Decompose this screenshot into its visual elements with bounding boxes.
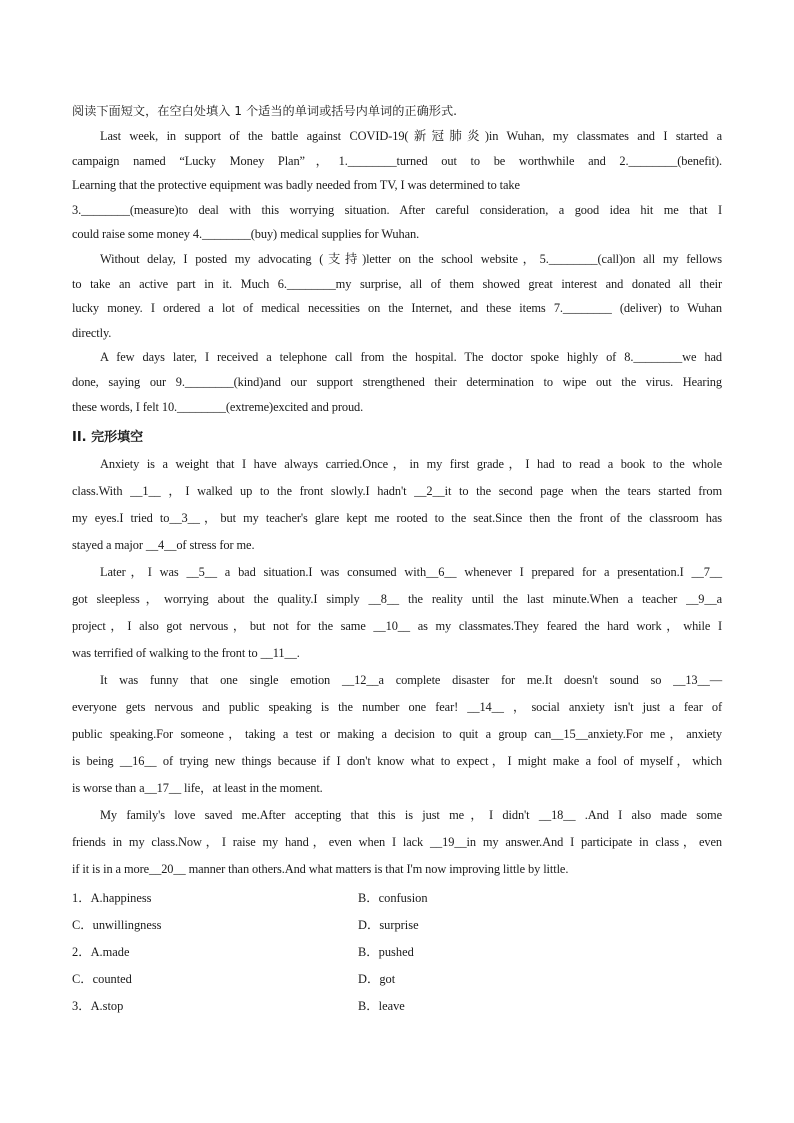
passage-line: to take an active part in it. Much 6.________my surprise, all of them showed great interest and donated all their [72, 276, 722, 291]
passage-line: A few days later, I received a telephone call from the hospital. The doctor spoke highly of 8.________we had [100, 350, 722, 365]
passage-line: if it is in a more__20__ manner than others.And what matters is that I'm now improving little by little. [72, 862, 569, 877]
passage-line: Without delay, I posted my advocating (支持)letter on the school website，5.________(call)on all my fellows [100, 251, 722, 266]
passage-line: Learning that the protective equipment was badly needed from TV, I was determined to take [72, 178, 520, 193]
passage-line: my eyes.I tried to__3__，but my teacher's glare kept me rooted to the seat.Since then the front of the classroom has [72, 511, 722, 526]
passage-line: Anxiety is a weight that I have always carried.Once，in my first grade，I had to read a book to the whole [100, 457, 722, 472]
option-item: D．surprise [358, 918, 419, 933]
passage-line: was terrified of walking to the front to __11__. [72, 646, 300, 661]
section2-heading: II. 完形填空 [72, 430, 144, 446]
option-row [72, 939, 722, 966]
passage-line: Last week, in support of the battle against COVID-19(新冠肺炎)in Wuhan, my classmates and I started a [100, 129, 722, 143]
passage-line: My family's love saved me.After accepting that this is just me，I didn't __18__ .And I also made some [100, 808, 722, 823]
passage-line: stayed a major __4__of stress for me. [72, 538, 255, 553]
option-item: B．leave [358, 999, 405, 1014]
passage-line: public speaking.For someone，taking a test or making a decision to quit a group can__15__anxiety.For me，anxiety [72, 727, 722, 742]
option-item: C．unwillingness [72, 918, 162, 933]
option-item: 1．A.happiness [72, 891, 152, 906]
option-item: B．confusion [358, 891, 428, 906]
passage-line: friends in my class.Now，I raise my hand，even when I lack __19__in my answer.And I participate in class，even [72, 835, 722, 850]
section1-passage [72, 124, 722, 419]
option-item: B．pushed [358, 945, 414, 960]
option-row [72, 885, 722, 912]
passage-line: directly. [72, 325, 112, 340]
passage-line: is being __16__ of trying new things because if I don't know what to expect，I might make a fool of myself，which [72, 754, 722, 769]
passage-line: these words, I felt 10.________(extreme)excited and proud. [72, 399, 364, 414]
passage-line: lucky money. I ordered a lot of medical necessities on the Internet, and these items 7.________ (deliver) to Wuhan [72, 301, 722, 316]
passage-line: everyone gets nervous and public speaking is the number one fear! __14__ ，social anxiety isn't just a fear of [72, 700, 722, 715]
passage-line: class.With __1__ ，I walked up to the front slowly.I hadn't __2__it to the second page when the tears started from [72, 484, 722, 499]
passage-line: project，I also got nervous，but not for the same __10__ as my classmates.They feared the hard work，while I [72, 619, 722, 634]
passage-line: It was funny that one single emotion __12__a complete disaster for me.It doesn't sound so __13__— [100, 673, 722, 688]
passage-line: got sleepless，worrying about the quality.I simply __8__ the reality until the last minute.When a teacher __9__a [72, 592, 722, 607]
option-item: C．counted [72, 972, 132, 987]
passage-line: done, saying our 9.________(kind)and our support strengthened their determination to wipe out the virus. Hearing [72, 374, 722, 389]
option-row [72, 993, 722, 1020]
option-item: D．got [358, 972, 396, 987]
passage-line: 3.________(measure)to deal with this worrying situation. After careful consideration, a good idea hit me that I [72, 202, 722, 217]
passage-line: Later，I was __5__ a bad situation.I was consumed with__6__ whenever I prepared for a presentation.I __7__ [100, 565, 722, 580]
passage-line: could raise some money 4.________(buy) medical supplies for Wuhan. [72, 227, 420, 242]
section2-passage [72, 451, 722, 883]
document-content [72, 98, 722, 1020]
option-item: 2．A.made [72, 945, 130, 960]
answer-options [72, 885, 722, 1020]
option-item: 3．A.stop [72, 999, 124, 1014]
option-row [72, 966, 722, 993]
passage-line: campaign named “Lucky Money Plan”，1.________turned out to be worthwhile and 2.________(benefit). [72, 153, 722, 168]
section1-instruction: 阅读下面短文，在空白处填入 1 个适当的单词或括号内单词的正确形式. [72, 104, 458, 118]
option-row [72, 912, 722, 939]
passage-line: is worse than a__17__ life，at least in the moment. [72, 781, 323, 796]
